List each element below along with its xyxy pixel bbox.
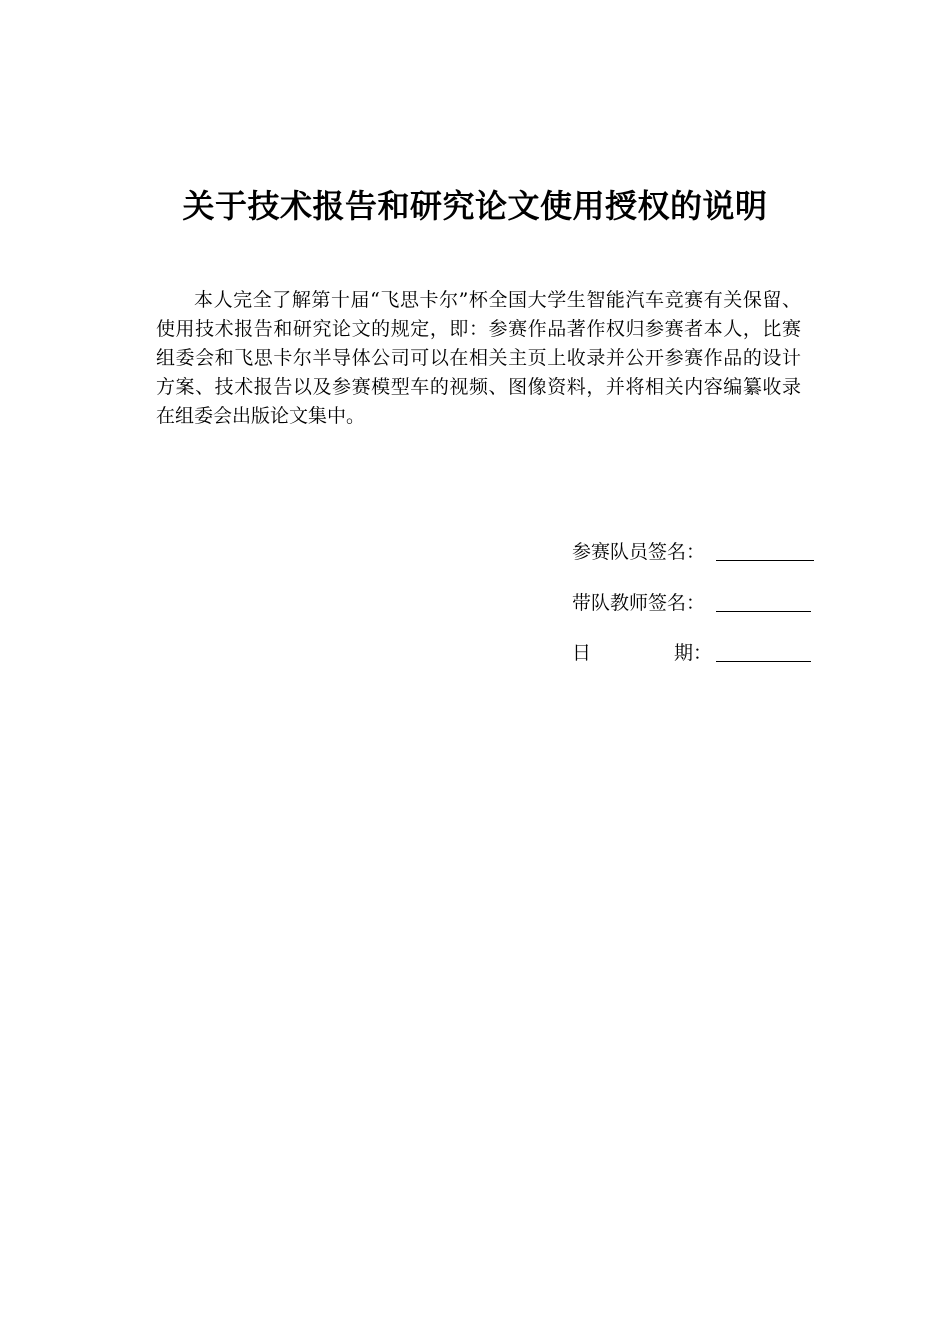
date-label-first-char: 日: [572, 642, 592, 664]
date-row: [572, 639, 811, 667]
authorization-paragraph: 本人完全了解第十届“飞思卡尔”杯全国大学生智能汽车竞赛有关保留、使用技术报告和研究论文的规定，即：参赛作品著作权归参赛者本人，比赛组委会和飞思卡尔半导体公司可以在相关主页上收录并公开参赛作品的设计方案、技术报告以及参赛模型车的视频、图像资料，并将相关内容编纂收录在组委会出版论文集中。: [156, 289, 801, 427]
date-field[interactable]: [716, 639, 811, 662]
date-label-second-char: 期：: [674, 642, 713, 664]
teacher-signature-field[interactable]: [716, 589, 811, 612]
date-label: [572, 639, 716, 667]
teacher-signature-label: 带队教师签名：: [572, 592, 706, 614]
teacher-signature-row: [572, 589, 811, 617]
member-signature-label: 参赛队员签名：: [572, 541, 706, 563]
member-signature-row: [572, 538, 814, 566]
document-title: 关于技术报告和研究论文使用授权的说明: [182, 187, 768, 225]
member-signature-field[interactable]: [716, 538, 814, 561]
